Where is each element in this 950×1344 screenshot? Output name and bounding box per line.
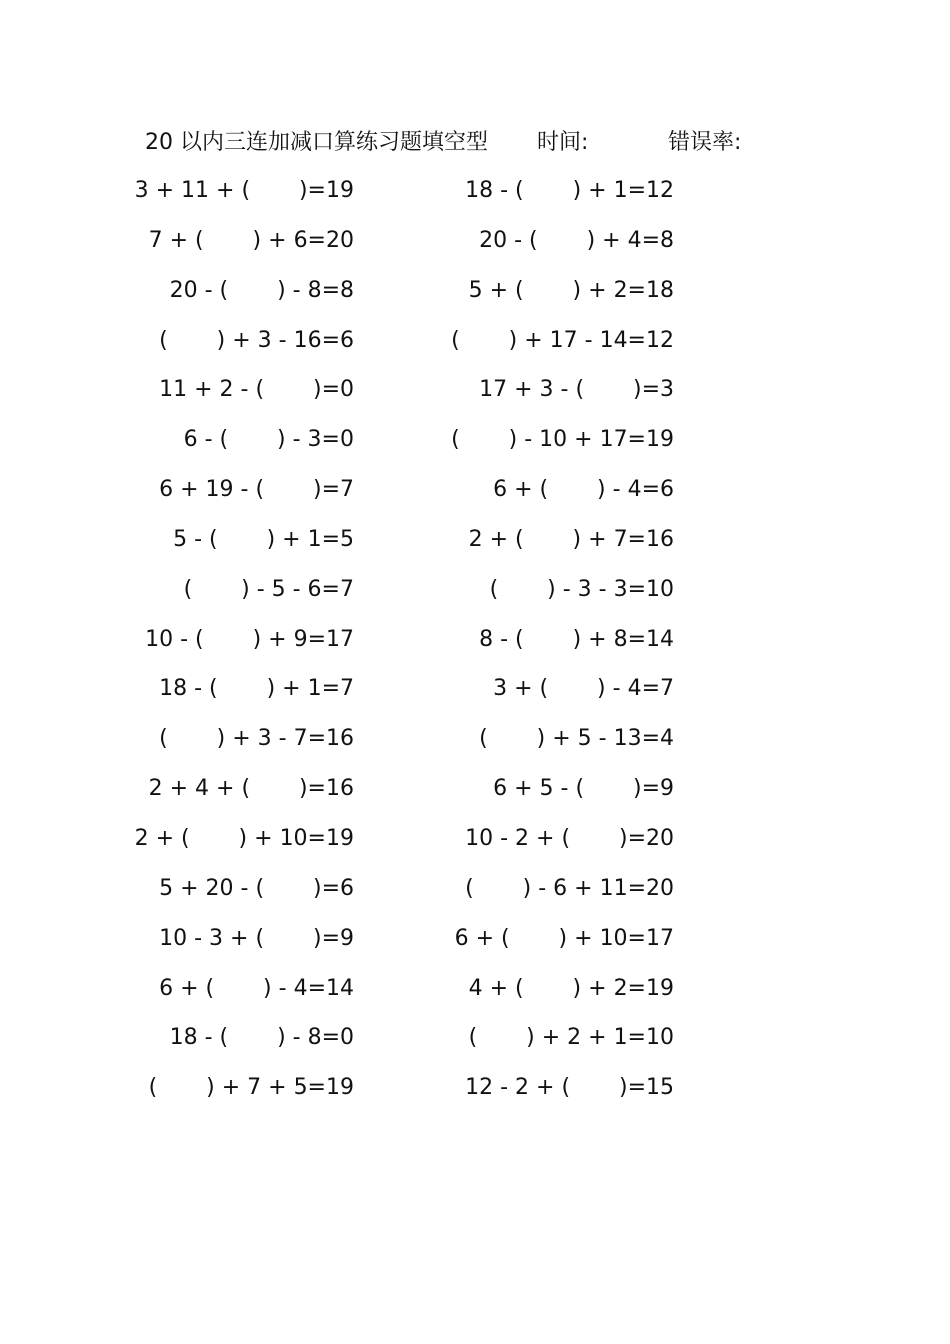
problem-right: 12 - 2 + ( )=15 [465,1075,674,1101]
problem-right: 5 + ( ) + 2=18 [468,277,674,303]
problem-right: ( ) + 2 + 1=10 [468,1025,674,1051]
problem-row [0,920,950,970]
problem-right: 18 - ( ) + 1=12 [465,178,674,203]
problem-right: 10 - 2 + ( )=20 [465,825,674,851]
problem-row [0,222,950,272]
problem-row [0,1069,950,1119]
problem-right: 2 + ( ) + 7=16 [468,526,674,552]
problem-row [0,471,950,521]
problem-right: ( ) - 6 + 11=20 [465,875,674,901]
problem-left: ( ) - 5 - 6=7 [183,576,354,602]
problem-row [0,770,950,820]
problem-right: 6 + ( ) - 4=6 [493,477,674,503]
problem-row [0,272,950,322]
problem-row [0,172,950,222]
problem-left: 5 + 20 - ( )=6 [159,875,354,901]
problem-row [0,970,950,1020]
problem-left: 6 + 19 - ( )=7 [159,477,354,503]
problem-left: 18 - ( ) - 8=0 [169,1025,354,1051]
problem-right: ( ) - 3 - 3=10 [489,576,674,602]
problem-row [0,1019,950,1069]
problem-left: 2 + ( ) + 10=19 [134,825,354,851]
problem-left: 2 + 4 + ( )=16 [148,776,354,802]
problem-left: 20 - ( ) - 8=8 [169,277,354,303]
problem-row [0,371,950,421]
problem-right: 6 + ( ) + 10=17 [454,925,674,951]
problem-row [0,421,950,471]
problem-row [0,521,950,571]
problem-left: 10 - 3 + ( )=9 [159,925,354,951]
error-rate-label: 错误率: [668,130,742,155]
problem-left: 10 - ( ) + 9=17 [145,626,354,652]
problem-list [0,172,950,1119]
problem-left: 3 + 11 + ( )=19 [134,178,354,203]
problem-right: 6 + 5 - ( )=9 [493,776,674,802]
problem-row [0,571,950,621]
problem-left: ( ) + 7 + 5=19 [148,1075,354,1101]
problem-left: 6 + ( ) - 4=14 [159,975,354,1001]
problem-left: 5 - ( ) + 1=5 [173,526,354,552]
problem-row [0,322,950,372]
problem-left: 18 - ( ) + 1=7 [159,676,354,702]
time-label: 时间: [537,130,589,155]
problem-row [0,720,950,770]
problem-right: 4 + ( ) + 2=19 [468,975,674,1001]
worksheet-title: 20 以内三连加减口算练习题填空型 [145,130,488,155]
problem-row [0,621,950,671]
problem-left: 7 + ( ) + 6=20 [148,227,354,253]
problem-right: ( ) + 17 - 14=12 [451,327,674,353]
problem-right: 3 + ( ) - 4=7 [493,676,674,702]
problem-row [0,820,950,870]
problem-left: ( ) + 3 - 16=6 [159,327,354,353]
problem-right: 8 - ( ) + 8=14 [479,626,674,652]
problem-right: 20 - ( ) + 4=8 [479,227,674,253]
problem-left: ( ) + 3 - 7=16 [159,726,354,752]
problem-right: ( ) + 5 - 13=4 [479,726,674,752]
problem-row [0,870,950,920]
worksheet-header [0,126,950,160]
problem-right: ( ) - 10 + 17=19 [451,427,674,453]
problem-left: 11 + 2 - ( )=0 [159,377,354,403]
problem-right: 17 + 3 - ( )=3 [479,377,674,403]
problem-left: 6 - ( ) - 3=0 [183,427,354,453]
problem-row [0,670,950,720]
